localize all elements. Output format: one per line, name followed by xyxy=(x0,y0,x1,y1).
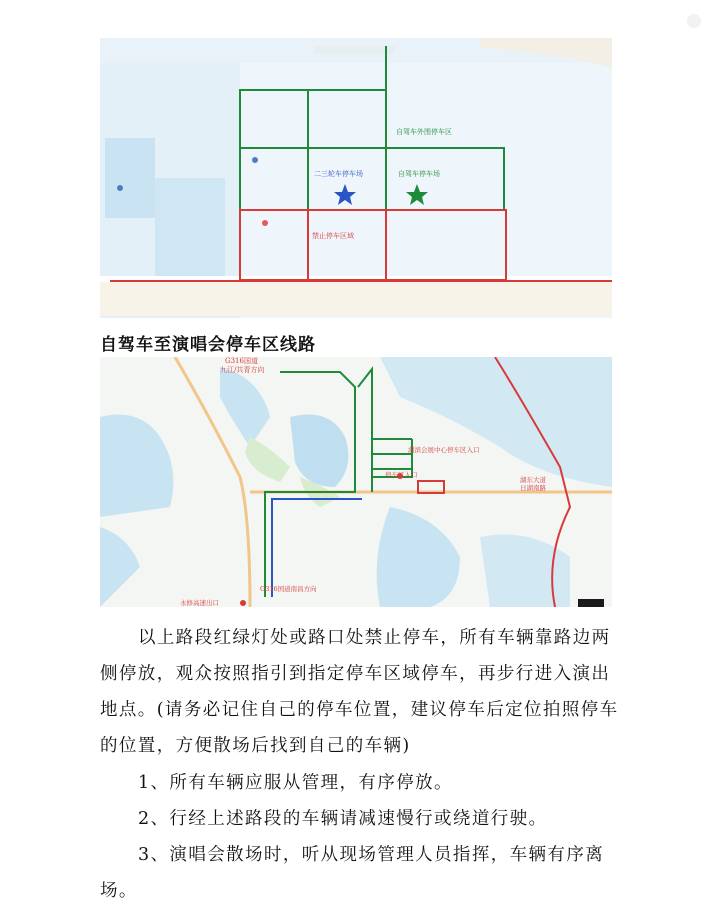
label-jiujiang-dir: 九江/共青方向 xyxy=(220,366,265,374)
notice-paragraph: 以上路段红绿灯处或路口处禁止停车，所有车辆靠路边两侧停放，观众按照指引到指定停车区域停车，再步行进入演出地点。(请务必记住自己的停车位置，建议停车后定位拍照停车的位置，方便散场后找到自己的车辆) xyxy=(100,628,619,756)
notice-item-1: 1、所有车辆应服从管理，有序停放。 xyxy=(138,773,453,793)
label-g316-bottom: G316国道南昌方向 xyxy=(260,585,317,593)
label-g316-top: G316国道 xyxy=(225,357,258,365)
label-venue-parking: 湖滨会展中心停车区入口 xyxy=(408,446,480,454)
notice-item-3: 3、演唱会散场时，听从现场管理人员指挥，车辆有序离场。 xyxy=(100,845,605,901)
notice-item-2: 2、行经上述路段的车辆请减速慢行或绕道行驶。 xyxy=(138,809,548,829)
label-east-road: 湖东大道 xyxy=(520,476,546,484)
route-map xyxy=(100,357,612,607)
label-zone-23wheel: 二三轮车停车场 xyxy=(314,170,363,178)
parking-zone-map xyxy=(100,38,612,318)
route-heading: 自驾车至演唱会停车区线路 xyxy=(100,335,316,355)
label-no-parking: 禁止停车区域 xyxy=(312,232,354,240)
corner-mark xyxy=(687,14,701,28)
label-east-road-2: 日湖南路 xyxy=(520,484,546,492)
label-outer-zone: 自驾车外围停车区 xyxy=(396,128,452,136)
label-venue-parking-2: 停车区入口 xyxy=(385,471,418,479)
label-zone-car: 自驾车停车场 xyxy=(398,170,440,178)
label-highway-exit: 永修高速出口 xyxy=(180,599,219,607)
